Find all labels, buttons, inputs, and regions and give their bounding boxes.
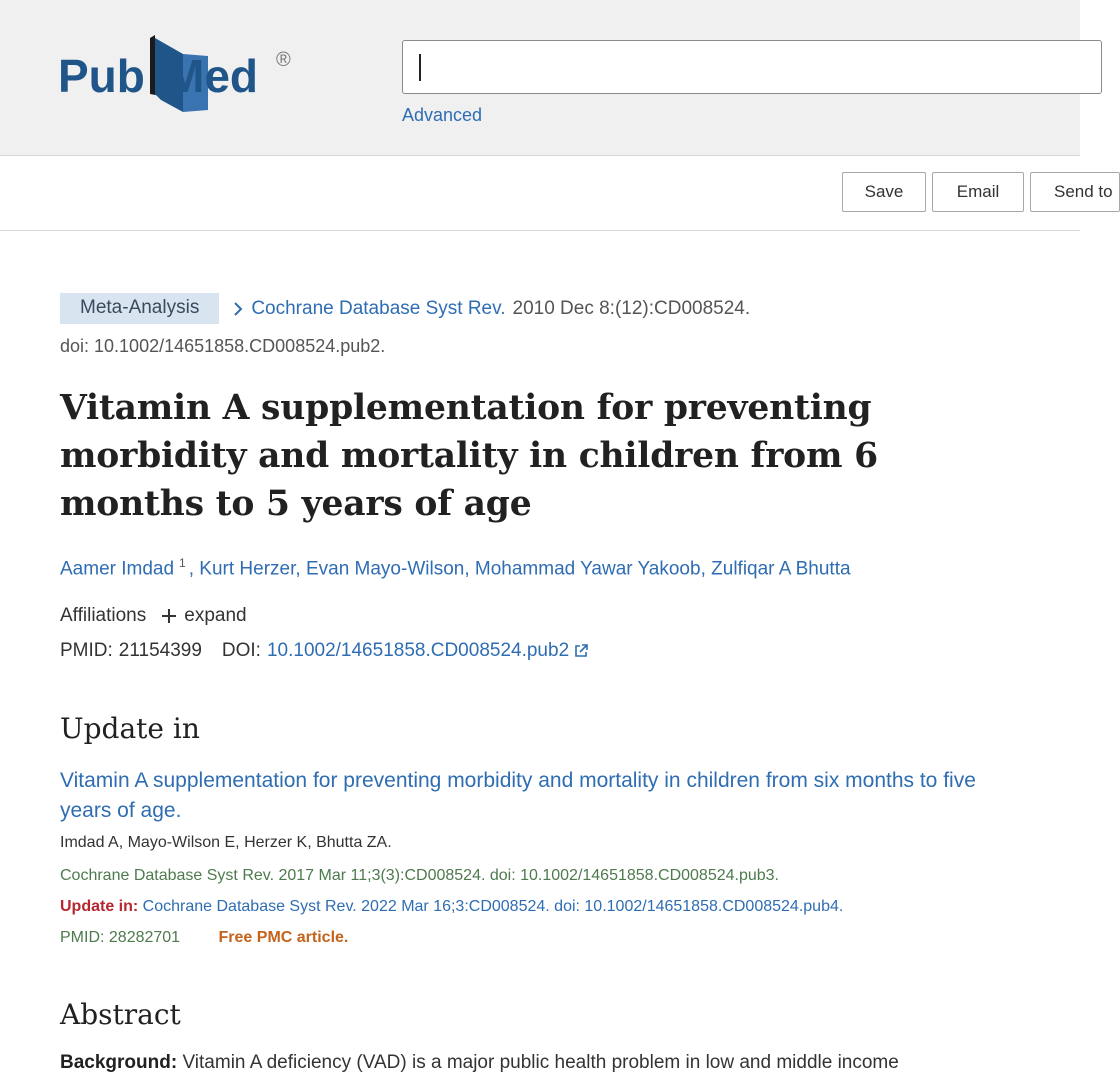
plus-icon[interactable] bbox=[162, 609, 176, 623]
article-title: Vitamin A supplementation for preventing morbidity and mortality in children from 6 months to 5 years of age bbox=[60, 388, 878, 524]
update-in-link[interactable]: Cochrane Database Syst Rev. 2022 Mar 16;3:CD008524. doi: 10.1002/14651858.CD008524.pub4. bbox=[142, 898, 844, 915]
publication-type-badge: Meta-Analysis bbox=[60, 293, 219, 324]
author-link[interactable]: Mohammad Yawar Yakoob bbox=[474, 558, 701, 580]
affiliation-number[interactable]: 1 bbox=[179, 556, 186, 570]
background-label: Background: bbox=[60, 1052, 178, 1073]
update-source: Cochrane Database Syst Rev. 2017 Mar 11;3(3):CD008524. doi: 10.1002/14651858.CD008524.pub3. bbox=[60, 867, 779, 884]
pmid-label: PMID: bbox=[60, 640, 113, 661]
chevron-right-icon bbox=[233, 301, 243, 317]
search-input[interactable] bbox=[402, 40, 1102, 94]
send-to-button[interactable]: Send to bbox=[1030, 172, 1120, 212]
site-header bbox=[0, 0, 1080, 156]
update-authors: Imdad A, Mayo-Wilson E, Herzer K, Bhutta ZA. bbox=[60, 834, 392, 851]
update-in-label: Update in: bbox=[60, 898, 139, 915]
pmid-value: 21154399 bbox=[118, 640, 202, 661]
update-in-heading: Update in bbox=[60, 712, 200, 745]
doi-citation: doi: 10.1002/14651858.CD008524.pub2. bbox=[60, 336, 386, 356]
logo-registered-mark: ® bbox=[276, 49, 291, 71]
author-link[interactable]: Zulfiqar A Bhutta bbox=[711, 558, 851, 580]
update-in-line bbox=[60, 898, 843, 916]
author-link[interactable]: Aamer Imdad bbox=[60, 558, 175, 580]
update-pmid: PMID: 28282701 bbox=[60, 929, 181, 946]
expand-toggle[interactable]: expand bbox=[184, 605, 247, 626]
abstract-background bbox=[60, 1052, 899, 1074]
save-button[interactable]: Save bbox=[842, 172, 926, 212]
external-link-icon[interactable] bbox=[573, 643, 589, 659]
doi-link[interactable]: 10.1002/14651858.CD008524.pub2 bbox=[266, 640, 570, 661]
free-pmc-badge[interactable]: Free PMC article. bbox=[218, 929, 349, 946]
journal-link[interactable]: Cochrane Database Syst Rev. bbox=[251, 297, 506, 319]
citation-row bbox=[60, 293, 750, 324]
email-button[interactable]: Email bbox=[932, 172, 1024, 212]
doi-label: DOI: bbox=[221, 640, 261, 661]
logo-med-text: Med bbox=[166, 50, 258, 102]
text-cursor bbox=[419, 54, 421, 81]
update-article-link[interactable]: Vitamin A supplementation for preventing morbidity and mortality in children from six months to five years of age. bbox=[60, 769, 976, 822]
author-list: Aamer Imdad $^1$ , Kurt Herzer, Evan Mayo-Wilson, Mohammad Yawar Yakoob, Zulfiqar A Bhutta bbox=[60, 556, 851, 580]
author-link[interactable]: Kurt Herzer bbox=[199, 558, 296, 580]
logo-pub-text: Pub bbox=[58, 50, 145, 102]
affiliations-label: Affiliations bbox=[60, 605, 147, 626]
update-pmid-row bbox=[60, 929, 348, 947]
journal-details: 2010 Dec 8:(12):CD008524. bbox=[512, 297, 751, 319]
affiliations-row bbox=[60, 605, 247, 627]
pubmed-logo[interactable] bbox=[58, 30, 298, 116]
abstract-heading: Abstract bbox=[60, 998, 181, 1031]
identifiers-row bbox=[60, 640, 589, 662]
advanced-search-link[interactable]: Advanced bbox=[402, 105, 483, 125]
action-bar bbox=[0, 156, 1113, 231]
author-link[interactable]: Evan Mayo-Wilson bbox=[305, 558, 465, 580]
background-text: Vitamin A deficiency (VAD) is a major public health problem in low and middle income bbox=[182, 1052, 899, 1073]
